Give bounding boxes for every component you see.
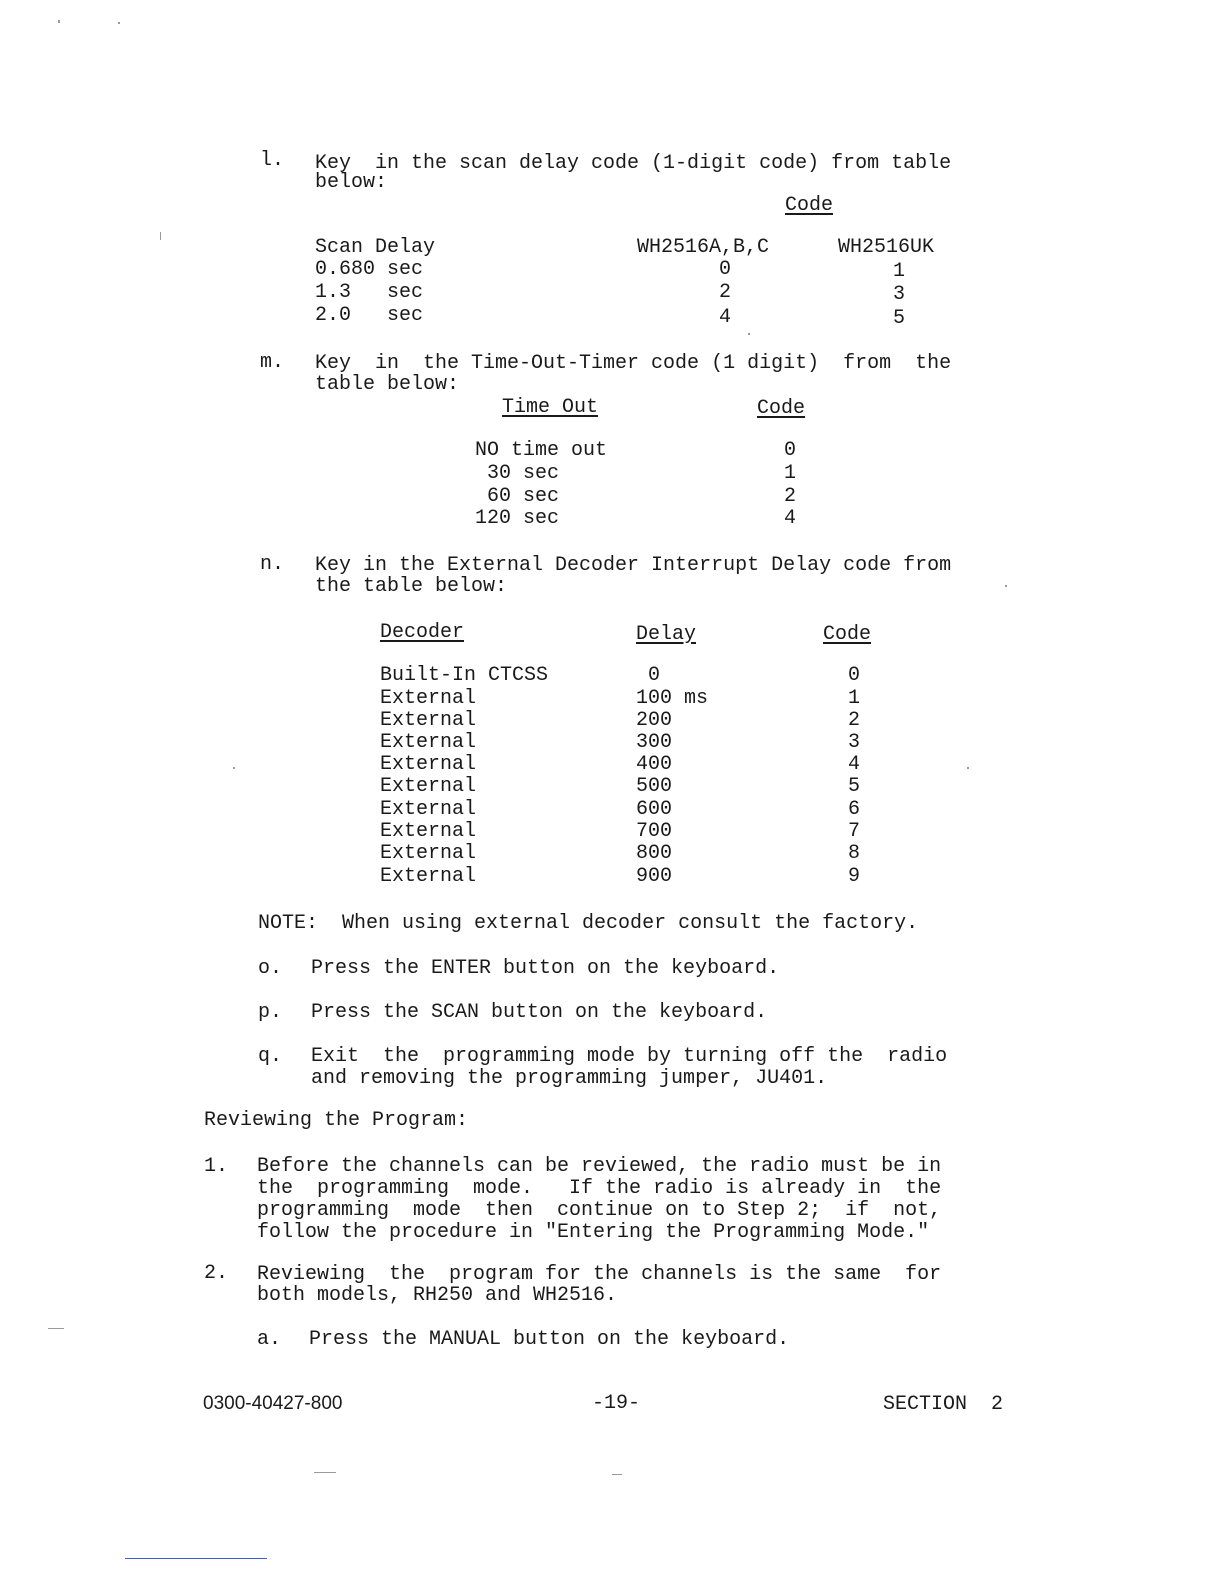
decoder-value: External	[380, 775, 477, 798]
scan-speck	[967, 767, 969, 769]
scan-delay-value: 2.0 sec	[315, 304, 424, 327]
scan-delay-value: 0.680 sec	[315, 258, 424, 281]
item-n-line-2: the table below:	[315, 575, 508, 598]
table-row	[475, 463, 875, 485]
delay-code: 2	[848, 709, 861, 732]
footer-page-number: -19-	[592, 1392, 641, 1415]
item-l-header-wh2516abc: WH2516A,B,C	[637, 236, 770, 259]
table-row	[380, 866, 900, 888]
item-q-marker: q.	[258, 1045, 283, 1068]
item-a-text: Press the MANUAL button on the keyboard.	[309, 1328, 790, 1351]
item-n-marker: n.	[260, 553, 285, 576]
table-row	[315, 304, 1015, 330]
decoder-value: External	[380, 753, 477, 776]
item-p-marker: p.	[258, 1001, 283, 1024]
wh2516uk-code: 5	[893, 307, 906, 330]
time-out-code: 4	[784, 507, 797, 530]
item-a-marker: a.	[257, 1328, 282, 1351]
step-1-line-2: the programming mode. If the radio is already in the	[257, 1177, 942, 1200]
delay-code: 1	[848, 687, 861, 710]
decoder-value: External	[380, 842, 477, 865]
step-2-line-2: both models, RH250 and WH2516.	[257, 1284, 618, 1307]
item-p-text: Press the SCAN button on the keyboard.	[311, 1001, 768, 1024]
item-l-code-header: Code	[785, 194, 834, 217]
item-q-line-2: and removing the programming jumper, JU401.	[311, 1067, 828, 1090]
step-2-line-1: Reviewing the program for the channels is the same for	[257, 1263, 942, 1286]
scan-speck	[58, 20, 60, 23]
footer-doc-number: 0300-40427-800	[203, 1393, 343, 1414]
item-m-marker: m.	[260, 351, 285, 374]
decoder-value: External	[380, 709, 477, 732]
item-m-line-2: table below:	[315, 373, 460, 396]
table-row	[475, 508, 875, 530]
item-n-header-decoder: Decoder	[380, 621, 465, 644]
wh2516uk-code: 1	[893, 260, 906, 283]
step-1-line-1: Before the channels can be reviewed, the radio must be in	[257, 1155, 942, 1178]
delay-value: 600	[636, 798, 673, 821]
table-row	[380, 776, 900, 798]
table-row	[315, 259, 1015, 281]
scan-speck	[160, 232, 161, 240]
delay-code: 5	[848, 775, 861, 798]
delay-value: 300	[636, 731, 673, 754]
delay-value: 900	[636, 865, 673, 888]
scan-speck	[612, 1474, 622, 1475]
decoder-value: Built-In CTCSS	[380, 664, 549, 687]
decoder-value: External	[380, 865, 477, 888]
delay-code: 6	[848, 798, 861, 821]
wh2516abc-code: 4	[719, 306, 732, 329]
bottom-blue-rule	[125, 1558, 267, 1559]
item-n-line-1: Key in the External Decoder Interrupt Delay code from	[315, 554, 952, 577]
table-row	[380, 843, 900, 865]
section-heading: Reviewing the Program:	[204, 1109, 469, 1132]
delay-code: 8	[848, 842, 861, 865]
footer-section: SECTION 2	[883, 1393, 1004, 1416]
item-l-header-scan-delay: Scan Delay	[315, 236, 436, 259]
delay-value: 800	[636, 842, 673, 865]
table-row	[475, 440, 875, 462]
delay-value: 400	[636, 753, 673, 776]
time-out-value: 30 sec	[475, 462, 560, 485]
delay-value: 500	[636, 775, 673, 798]
table-row	[380, 665, 900, 687]
item-l-line-2: below:	[315, 171, 388, 194]
table-row	[315, 282, 1015, 304]
scan-speck	[233, 767, 235, 769]
decoder-value: External	[380, 798, 477, 821]
scan-speck	[314, 1472, 336, 1473]
item-l-header-wh2516uk: WH2516UK	[838, 236, 935, 259]
item-o-text: Press the ENTER button on the keyboard.	[311, 957, 780, 980]
delay-value: 100 ms	[636, 687, 709, 710]
step-1-line-3: programming mode then continue on to Step 2; if not,	[257, 1199, 942, 1222]
item-m-header-code: Code	[757, 397, 806, 420]
time-out-value: 60 sec	[475, 485, 560, 508]
item-n-header-delay: Delay	[636, 623, 697, 646]
item-n-header-code: Code	[823, 623, 872, 646]
table-row	[380, 754, 900, 776]
table-row	[380, 688, 900, 710]
scan-speck	[118, 22, 120, 24]
table-row	[380, 821, 900, 843]
scan-speck	[748, 333, 750, 335]
delay-code: 7	[848, 820, 861, 843]
time-out-code: 2	[784, 485, 797, 508]
wh2516uk-code: 3	[893, 283, 906, 306]
item-o-marker: o.	[258, 957, 283, 980]
table-row	[380, 799, 900, 821]
item-l-line-1: Key in the scan delay code (1-digit code) from table	[315, 152, 952, 175]
item-m-line-1: Key in the Time-Out-Timer code (1 digit) from the	[315, 352, 952, 375]
scan-speck	[48, 1328, 64, 1329]
decoder-value: External	[380, 820, 477, 843]
step-2-marker: 2.	[204, 1262, 229, 1285]
step-1-line-4: follow the procedure in "Entering the Programming Mode."	[257, 1221, 930, 1244]
delay-value: 200	[636, 709, 673, 732]
item-m-header-time-out: Time Out	[502, 396, 599, 419]
delay-code: 3	[848, 731, 861, 754]
step-1-marker: 1.	[204, 1155, 229, 1178]
item-l-marker: l.	[260, 149, 285, 172]
decoder-value: External	[380, 731, 477, 754]
table-row	[380, 732, 900, 754]
delay-value: 0	[636, 664, 661, 687]
wh2516abc-code: 2	[719, 281, 732, 304]
time-out-value: 120 sec	[475, 507, 560, 530]
decoder-value: External	[380, 687, 477, 710]
delay-code: 9	[848, 865, 861, 888]
time-out-code: 1	[784, 462, 797, 485]
scan-speck	[1005, 585, 1007, 587]
scan-delay-value: 1.3 sec	[315, 281, 424, 304]
note: NOTE: When using external decoder consult the factory.	[258, 912, 919, 935]
item-q-line-1: Exit the programming mode by turning off the radio	[311, 1045, 948, 1068]
delay-code: 4	[848, 753, 861, 776]
time-out-code: 0	[784, 439, 797, 462]
table-row	[475, 486, 875, 508]
wh2516abc-code: 0	[719, 258, 732, 281]
table-row	[380, 710, 900, 732]
delay-value: 700	[636, 820, 673, 843]
delay-code: 0	[848, 664, 861, 687]
time-out-value: NO time out	[475, 439, 608, 462]
